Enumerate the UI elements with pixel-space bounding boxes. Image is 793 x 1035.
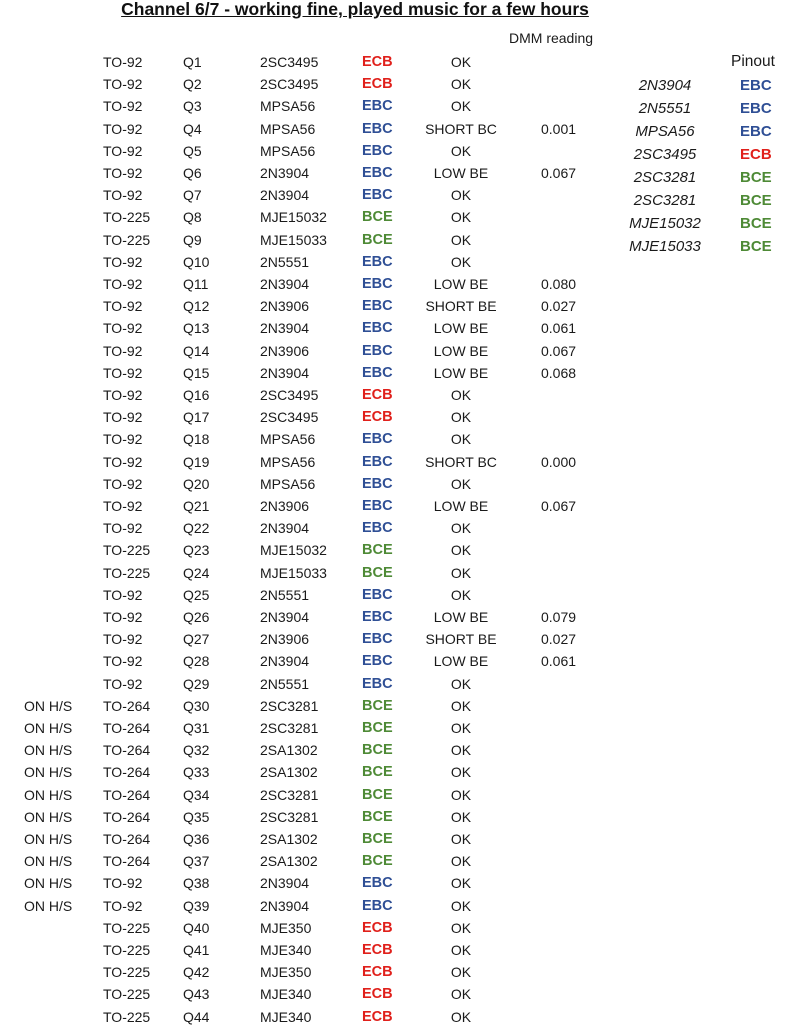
status-cell: OK xyxy=(450,897,472,914)
package-cell: TO-225 xyxy=(103,1008,151,1025)
ref-cell: Q6 xyxy=(183,165,202,181)
pinout-cell: BCE xyxy=(362,786,393,803)
legend-part-number: MJE15032 xyxy=(629,215,701,232)
status-cell: OK xyxy=(450,808,472,825)
ref-cell: Q26 xyxy=(183,609,210,625)
legend-part-number: 2N5551 xyxy=(638,100,692,117)
status-cell: OK xyxy=(450,786,472,803)
part-number-cell: 2SA1302 xyxy=(260,831,318,847)
status-cell: SHORT BC xyxy=(425,453,497,470)
dmm-reading-cell: 0.027 xyxy=(541,298,577,315)
legend-pinout: ECB xyxy=(740,146,772,163)
package-cell: TO-264 xyxy=(103,808,151,825)
package-cell: TO-92 xyxy=(103,76,143,93)
pinout-cell: ECB xyxy=(362,919,393,936)
ref-cell: Q33 xyxy=(183,764,210,781)
status-cell: OK xyxy=(450,520,472,537)
part-number-cell: 2SA1302 xyxy=(260,764,318,781)
status-cell: OK xyxy=(450,98,472,115)
part-number-cell: 2N3904 xyxy=(260,320,310,337)
status-cell: LOW BE xyxy=(433,364,489,381)
part-number-cell: MJE15033 xyxy=(260,231,327,248)
package-cell: TO-225 xyxy=(103,542,151,559)
status-cell: LOW BE xyxy=(433,609,489,625)
ref-cell: Q1 xyxy=(183,54,202,70)
ref-cell: Q38 xyxy=(183,875,210,892)
pinout-cell: BCE xyxy=(362,853,393,870)
ref-cell: Q19 xyxy=(183,453,210,470)
package-cell: TO-92 xyxy=(103,276,143,292)
ref-cell: Q7 xyxy=(183,187,202,204)
ref-cell: Q43 xyxy=(183,986,210,1003)
pinout-cell: ECB xyxy=(362,409,393,426)
package-cell: TO-264 xyxy=(103,853,151,870)
package-cell: TO-92 xyxy=(103,631,143,648)
ref-cell: Q37 xyxy=(183,853,210,870)
pinout-cell: BCE xyxy=(362,764,393,781)
ref-cell: Q42 xyxy=(183,964,210,981)
ref-cell: Q35 xyxy=(183,808,210,825)
status-cell: LOW BE xyxy=(433,653,489,670)
package-cell: TO-92 xyxy=(103,387,143,403)
ref-cell: Q28 xyxy=(183,653,210,670)
part-number-cell: 2SC3495 xyxy=(260,387,319,403)
package-cell: TO-92 xyxy=(103,520,143,537)
legend-pinout: BCE xyxy=(740,192,772,209)
status-cell: OK xyxy=(450,54,472,70)
part-number-cell: MPSA56 xyxy=(260,475,316,492)
part-number-cell: MPSA56 xyxy=(260,431,316,448)
ref-cell: Q8 xyxy=(183,209,202,226)
pinout-header: Pinout xyxy=(731,53,775,70)
pinout-cell: ECB xyxy=(362,1008,393,1025)
heatsink-note: ON H/S xyxy=(24,720,73,736)
ref-cell: Q31 xyxy=(183,720,210,736)
part-number-cell: 2N5551 xyxy=(260,586,310,603)
heatsink-note: ON H/S xyxy=(24,853,73,870)
status-cell: OK xyxy=(450,431,472,448)
part-number-cell: MPSA56 xyxy=(260,98,316,115)
status-cell: OK xyxy=(450,697,472,714)
pinout-cell: EBC xyxy=(362,675,393,692)
legend-part-number: 2SC3495 xyxy=(633,146,697,163)
part-number-cell: MPSA56 xyxy=(260,142,316,159)
status-cell: OK xyxy=(450,253,472,270)
pinout-cell: EBC xyxy=(362,586,393,603)
ref-cell: Q4 xyxy=(183,120,202,137)
dmm-reading-cell: 0.027 xyxy=(541,631,577,648)
status-cell: OK xyxy=(450,764,472,781)
ref-cell: Q39 xyxy=(183,897,210,914)
dmm-reading-cell: 0.001 xyxy=(541,120,577,137)
part-number-cell: MPSA56 xyxy=(260,120,316,137)
part-number-cell: MPSA56 xyxy=(260,453,316,470)
pinout-cell: EBC xyxy=(362,364,393,381)
pinout-cell: EBC xyxy=(362,187,393,204)
part-number-cell: MJE350 xyxy=(260,919,312,936)
package-cell: TO-92 xyxy=(103,142,143,159)
package-cell: TO-92 xyxy=(103,120,143,137)
legend-part-number: 2SC3281 xyxy=(633,169,697,186)
ref-cell: Q21 xyxy=(183,498,210,514)
status-cell: OK xyxy=(450,720,472,736)
part-number-cell: 2N3904 xyxy=(260,875,310,892)
package-cell: TO-264 xyxy=(103,720,151,736)
legend-part-number: MPSA56 xyxy=(635,123,695,140)
part-number-cell: 2N5551 xyxy=(260,675,310,692)
ref-cell: Q32 xyxy=(183,742,210,759)
pinout-cell: EBC xyxy=(362,342,393,359)
legend-part-number: 2N3904 xyxy=(638,77,692,94)
legend-pinout: EBC xyxy=(740,100,772,117)
package-cell: TO-225 xyxy=(103,564,151,581)
pinout-cell: BCE xyxy=(362,542,393,559)
ref-cell: Q27 xyxy=(183,631,210,648)
part-number-cell: 2SC3495 xyxy=(260,54,319,70)
status-cell: SHORT BC xyxy=(425,120,497,137)
package-cell: TO-264 xyxy=(103,764,151,781)
package-cell: TO-264 xyxy=(103,786,151,803)
ref-cell: Q40 xyxy=(183,919,210,936)
pinout-cell: BCE xyxy=(362,831,393,847)
heatsink-note: ON H/S xyxy=(24,808,73,825)
heatsink-note: ON H/S xyxy=(24,897,73,914)
heatsink-note: ON H/S xyxy=(24,742,73,759)
status-cell: OK xyxy=(450,964,472,981)
part-number-cell: 2N3904 xyxy=(260,165,310,181)
ref-cell: Q25 xyxy=(183,586,210,603)
status-cell: LOW BE xyxy=(433,276,489,292)
part-number-cell: 2N3906 xyxy=(260,342,310,359)
status-cell: OK xyxy=(450,875,472,892)
part-number-cell: MJE15032 xyxy=(260,542,327,559)
pinout-cell: EBC xyxy=(362,120,393,137)
part-number-cell: 2SA1302 xyxy=(260,742,318,759)
pinout-cell: EBC xyxy=(362,453,393,470)
package-cell: TO-92 xyxy=(103,453,143,470)
part-number-cell: MJE340 xyxy=(260,986,312,1003)
package-cell: TO-92 xyxy=(103,875,143,892)
legend-pinout: BCE xyxy=(740,215,772,232)
status-cell: OK xyxy=(450,942,472,958)
ref-cell: Q15 xyxy=(183,364,210,381)
ref-cell: Q44 xyxy=(183,1008,210,1025)
ref-cell: Q30 xyxy=(183,697,210,714)
package-cell: TO-92 xyxy=(103,253,143,270)
package-cell: TO-225 xyxy=(103,942,151,958)
pinout-cell: EBC xyxy=(362,609,393,625)
part-number-cell: 2SC3495 xyxy=(260,76,319,93)
legend-pinout: BCE xyxy=(740,169,772,186)
pinout-cell: BCE xyxy=(362,808,393,825)
status-cell: LOW BE xyxy=(433,320,489,337)
legend-part-number: MJE15033 xyxy=(629,238,701,255)
ref-cell: Q24 xyxy=(183,564,210,581)
pinout-cell: ECB xyxy=(362,986,393,1003)
status-cell: LOW BE xyxy=(433,342,489,359)
ref-cell: Q13 xyxy=(183,320,210,337)
ref-cell: Q16 xyxy=(183,387,210,403)
package-cell: TO-225 xyxy=(103,209,151,226)
part-number-cell: MJE15032 xyxy=(260,209,327,226)
dmm-reading-cell: 0.061 xyxy=(541,320,577,337)
package-cell: TO-225 xyxy=(103,964,151,981)
status-cell: OK xyxy=(450,76,472,93)
part-number-cell: 2SA1302 xyxy=(260,853,318,870)
pinout-cell: EBC xyxy=(362,98,393,115)
pinout-cell: EBC xyxy=(362,475,393,492)
ref-cell: Q18 xyxy=(183,431,210,448)
pinout-cell: BCE xyxy=(362,697,393,714)
package-cell: TO-225 xyxy=(103,231,151,248)
status-cell: OK xyxy=(450,742,472,759)
pinout-cell: EBC xyxy=(362,253,393,270)
pinout-cell: BCE xyxy=(362,231,393,248)
dmm-reading-cell: 0.061 xyxy=(541,653,577,670)
package-cell: TO-92 xyxy=(103,187,143,204)
legend-part-number: 2SC3281 xyxy=(633,192,697,209)
pinout-cell: EBC xyxy=(362,897,393,914)
pinout-cell: EBC xyxy=(362,298,393,315)
pinout-cell: ECB xyxy=(362,942,393,958)
package-cell: TO-264 xyxy=(103,742,151,759)
pinout-cell: BCE xyxy=(362,720,393,736)
ref-cell: Q5 xyxy=(183,142,202,159)
status-cell: OK xyxy=(450,919,472,936)
part-number-cell: MJE15033 xyxy=(260,564,327,581)
pinout-cell: ECB xyxy=(362,964,393,981)
legend-pinout: BCE xyxy=(740,238,772,255)
part-number-cell: 2SC3495 xyxy=(260,409,319,426)
dmm-reading-cell: 0.000 xyxy=(541,453,577,470)
part-number-cell: 2SC3281 xyxy=(260,808,319,825)
package-cell: TO-92 xyxy=(103,364,143,381)
package-cell: TO-92 xyxy=(103,586,143,603)
status-cell: SHORT BE xyxy=(425,631,497,648)
ref-cell: Q9 xyxy=(183,231,202,248)
ref-cell: Q12 xyxy=(183,298,210,315)
status-cell: OK xyxy=(450,586,472,603)
legend-pinout: EBC xyxy=(740,123,772,140)
status-cell: LOW BE xyxy=(433,165,489,181)
ref-cell: Q20 xyxy=(183,475,210,492)
ref-cell: Q23 xyxy=(183,542,210,559)
pinout-cell: BCE xyxy=(362,564,393,581)
part-number-cell: 2N3904 xyxy=(260,897,310,914)
part-number-cell: 2N5551 xyxy=(260,253,310,270)
part-number-cell: MJE340 xyxy=(260,942,312,958)
status-cell: OK xyxy=(450,853,472,870)
ref-cell: Q34 xyxy=(183,786,210,803)
package-cell: TO-92 xyxy=(103,409,143,426)
part-number-cell: 2N3904 xyxy=(260,520,310,537)
pinout-cell: BCE xyxy=(362,209,393,226)
package-cell: TO-92 xyxy=(103,897,143,914)
package-cell: TO-225 xyxy=(103,986,151,1003)
package-cell: TO-92 xyxy=(103,498,143,514)
status-cell: LOW BE xyxy=(433,498,489,514)
package-cell: TO-92 xyxy=(103,431,143,448)
status-cell: OK xyxy=(450,387,472,403)
package-cell: TO-225 xyxy=(103,919,151,936)
part-number-cell: 2SC3281 xyxy=(260,786,319,803)
ref-cell: Q22 xyxy=(183,520,210,537)
pinout-cell: EBC xyxy=(362,520,393,537)
status-cell: OK xyxy=(450,187,472,204)
package-cell: TO-92 xyxy=(103,342,143,359)
package-cell: TO-92 xyxy=(103,165,143,181)
part-number-cell: 2N3904 xyxy=(260,609,310,625)
dmm-reading-header: DMM reading xyxy=(509,30,594,46)
part-number-cell: 2N3904 xyxy=(260,276,310,292)
status-cell: OK xyxy=(450,1008,472,1025)
status-cell: SHORT BE xyxy=(425,298,497,315)
ref-cell: Q36 xyxy=(183,831,210,847)
dmm-reading-cell: 0.080 xyxy=(541,276,577,292)
pinout-cell: EBC xyxy=(362,875,393,892)
part-number-cell: 2N3904 xyxy=(260,187,310,204)
package-cell: TO-92 xyxy=(103,675,143,692)
status-cell: OK xyxy=(450,209,472,226)
part-number-cell: 2SC3281 xyxy=(260,697,319,714)
status-cell: OK xyxy=(450,142,472,159)
pinout-cell: EBC xyxy=(362,431,393,448)
ref-cell: Q17 xyxy=(183,409,210,426)
status-cell: OK xyxy=(450,542,472,559)
pinout-cell: EBC xyxy=(362,498,393,514)
heatsink-note: ON H/S xyxy=(24,764,73,781)
ref-cell: Q14 xyxy=(183,342,210,359)
part-number-cell: 2SC3281 xyxy=(260,720,319,736)
pinout-cell: EBC xyxy=(362,165,393,181)
heatsink-note: ON H/S xyxy=(24,786,73,803)
package-cell: TO-264 xyxy=(103,697,151,714)
status-cell: OK xyxy=(450,831,472,847)
dmm-reading-cell: 0.067 xyxy=(541,342,577,359)
part-number-cell: MJE340 xyxy=(260,1008,312,1025)
part-number-cell: 2N3904 xyxy=(260,653,310,670)
package-cell: TO-92 xyxy=(103,320,143,337)
status-cell: OK xyxy=(450,675,472,692)
package-cell: TO-92 xyxy=(103,609,143,625)
part-number-cell: 2N3904 xyxy=(260,364,310,381)
package-cell: TO-92 xyxy=(103,98,143,115)
package-cell: TO-264 xyxy=(103,831,151,847)
status-cell: OK xyxy=(450,231,472,248)
part-number-cell: MJE350 xyxy=(260,964,312,981)
dmm-reading-cell: 0.079 xyxy=(541,609,577,625)
pinout-cell: EBC xyxy=(362,276,393,292)
pinout-cell: EBC xyxy=(362,653,393,670)
status-cell: OK xyxy=(450,409,472,426)
ref-cell: Q41 xyxy=(183,942,210,958)
pinout-cell: BCE xyxy=(362,742,393,759)
ref-cell: Q11 xyxy=(183,276,209,292)
part-number-cell: 2N3906 xyxy=(260,298,310,315)
pinout-cell: EBC xyxy=(362,631,393,648)
part-number-cell: 2N3906 xyxy=(260,631,310,648)
package-cell: TO-92 xyxy=(103,298,143,315)
legend-pinout: EBC xyxy=(740,77,772,94)
status-cell: OK xyxy=(450,475,472,492)
heatsink-note: ON H/S xyxy=(24,831,73,847)
heatsink-note: ON H/S xyxy=(24,875,73,892)
ref-cell: Q3 xyxy=(183,98,202,115)
dmm-reading-cell: 0.067 xyxy=(541,165,577,181)
package-cell: TO-92 xyxy=(103,54,143,70)
status-cell: OK xyxy=(450,986,472,1003)
pinout-cell: EBC xyxy=(362,320,393,337)
ref-cell: Q2 xyxy=(183,76,202,93)
ref-cell: Q29 xyxy=(183,675,210,692)
heatsink-note: ON H/S xyxy=(24,697,73,714)
package-cell: TO-92 xyxy=(103,475,143,492)
dmm-reading-cell: 0.067 xyxy=(541,498,577,514)
package-cell: TO-92 xyxy=(103,653,143,670)
dmm-reading-cell: 0.068 xyxy=(541,364,577,381)
pinout-cell: ECB xyxy=(362,76,393,93)
status-cell: OK xyxy=(450,564,472,581)
pinout-cell: EBC xyxy=(362,142,393,159)
pinout-cell: ECB xyxy=(362,54,393,70)
part-number-cell: 2N3906 xyxy=(260,498,310,514)
ref-cell: Q10 xyxy=(183,253,210,270)
pinout-cell: ECB xyxy=(362,387,393,403)
page-title: Channel 6/7 - working fine, played music for a few hours xyxy=(121,0,589,19)
